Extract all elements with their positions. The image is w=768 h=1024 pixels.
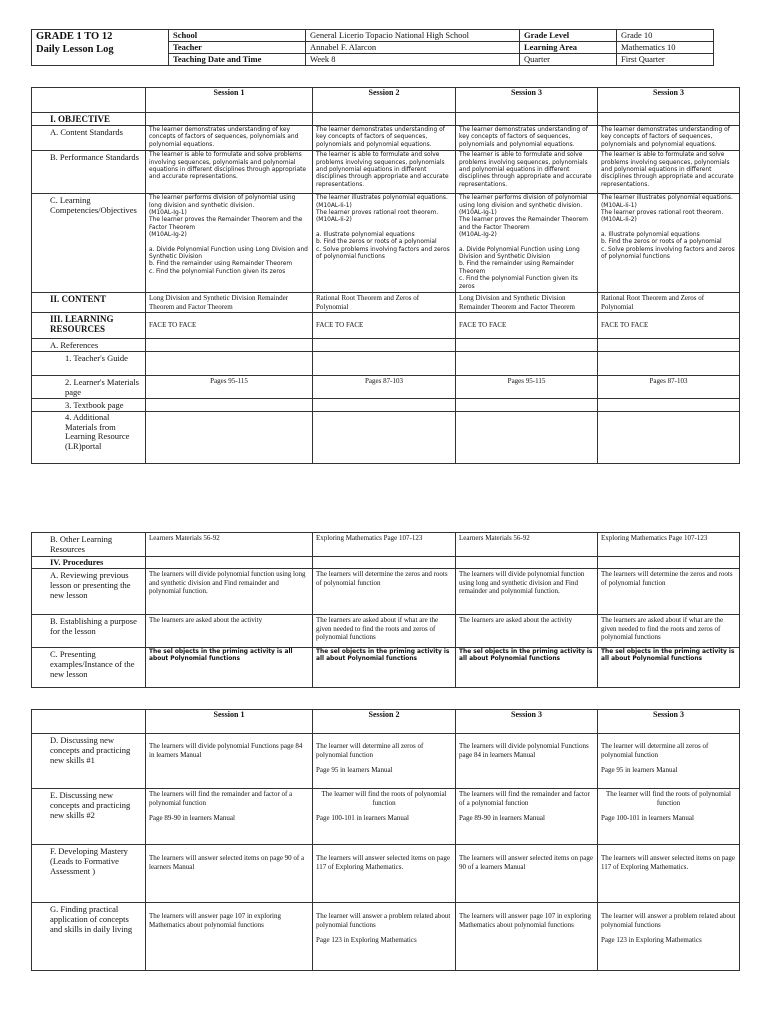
content-standards-cell: The learner demonstrates understanding of key concepts of factors of sequences, polynomials and polynomial equations.: [598, 126, 740, 151]
establishing-label: B. Establishing a purpose for the lesson: [32, 615, 146, 648]
mastery-label: F. Developing Mastery (Leads to Formative Assessment ): [32, 845, 146, 903]
date-label: Teaching Date and Time: [169, 54, 306, 66]
presenting-cell: The sel objects in the priming activity is all about Polynomial functions: [146, 648, 313, 688]
session-header: Session 1: [146, 88, 313, 113]
presenting-cell: The sel objects in the priming activity is all about Polynomial functions: [598, 648, 740, 688]
mastery-cell: The learners will answer selected items on page 117 of Exploring Mathematics.: [598, 845, 740, 903]
area-label: Learning Area: [520, 42, 617, 54]
establishing-cell: The learners are asked about if what are the given needed to find the roots and zeros of polynomial functions: [598, 615, 740, 648]
competencies-label: C. Learning Competencies/Objectives: [32, 194, 146, 293]
title-grade: GRADE 1 TO 12: [36, 31, 113, 42]
performance-standards-cell: The learner is able to formulate and solve problems involving sequences, polynomials and polynomial equations in different disciplines through appropriate and accurate representations.: [146, 151, 313, 194]
finding-cell: The learner will answer a problem related about polynomial functions Page 123 in Exploring Mathematics: [598, 903, 740, 971]
learners-materials-cell: Pages 87-103: [313, 376, 456, 399]
presenting-cell: The sel objects in the priming activity is all about Polynomial functions: [313, 648, 456, 688]
reviewing-cell: The learners will divide polynomial function using long and synthetic division and Find remainder and polynomial function.: [146, 569, 313, 615]
lesson-table-3: [31, 709, 740, 971]
discussing-2-label: E. Discussing new concepts and practicing new skills #2: [32, 789, 146, 845]
header-title: [32, 30, 169, 66]
objective-heading: I. OBJECTIVE: [32, 113, 146, 126]
school-label: School: [169, 30, 306, 42]
additional-materials-label: 4. Additional Materials from Learning Resource (LR)portal: [32, 412, 146, 464]
discussing-1-cell: The learners will divide polynomial Functions page 84 in learners Manual: [146, 734, 313, 789]
competencies-cell: The learner performs division of polynomial using long division and synthetic division. (M10AL-Ig-1) The learner proves the Remainder Theorem and the Factor Theorem (M10AL-Ig-2) a. Divide Polynomial Function using Long Division and Synthetic Division b. Find the remainder using Remainder Theorem c. Find the polynomial Function given its zeros: [146, 194, 313, 293]
session-header: Session 3: [456, 710, 598, 734]
content-cell: Rational Root Theorem and Zeros of Polynomial: [313, 293, 456, 313]
references-label: A. References: [32, 339, 146, 352]
discussing-1-cell: The learners will divide polynomial Functions page 84 in learners Manual: [456, 734, 598, 789]
learners-materials-cell: Pages 95-115: [146, 376, 313, 399]
discussing-1-cell: The learner will determine all zeros of polynomial function Page 95 in learners Manual: [313, 734, 456, 789]
establishing-cell: The learners are asked about the activity: [456, 615, 598, 648]
textbook-label: 3. Textbook page: [32, 399, 146, 412]
grade-label: Grade Level: [520, 30, 617, 42]
other-resources-cell: Learners Materials 56-92: [146, 533, 313, 557]
area-value: Mathematics 10: [617, 42, 714, 54]
other-resources-cell: Exploring Mathematics Page 107-123: [598, 533, 740, 557]
reviewing-cell: The learners will divide polynomial function using long and synthetic division and Find remainder and polynomial function.: [456, 569, 598, 615]
content-standards-cell: The learner demonstrates understanding of key concepts of factors of sequences, polynomials and polynomial equations.: [146, 126, 313, 151]
resources-cell: FACE TO FACE: [456, 313, 598, 339]
other-resources-cell: Exploring Mathematics Page 107-123: [313, 533, 456, 557]
competencies-cell: The learner illustrates polynomial equations. (M10AL-Ii-1) The learner proves rational root theorem. (M10AL-Ii-2) a. Illustrate polynomial equations b. Find the zeros or roots of a polynomial c. Solve problems involving factors and zeros of polynomial functions: [313, 194, 456, 293]
session-header: Session 2: [313, 710, 456, 734]
finding-cell: The learners will answer page 107 in exploring Mathematics about polynomial functions: [146, 903, 313, 971]
title-dll: Daily Lesson Log: [36, 44, 114, 55]
reviewing-cell: The learners will determine the zeros and roots of polynomial function: [598, 569, 740, 615]
quarter-value: First Quarter: [617, 54, 714, 66]
school-value: General Licerio Topacio National High School: [306, 30, 520, 42]
establishing-cell: The learners are asked about the activity: [146, 615, 313, 648]
discussing-2-cell: The learners will find the remainder and factor of a polynomial function Page 89-90 in learners Manual: [146, 789, 313, 845]
mastery-cell: The learners will answer selected items on page 117 of Exploring Mathematics.: [313, 845, 456, 903]
teacher-label: Teacher: [169, 42, 306, 54]
session-header: Session 3: [456, 88, 598, 113]
grade-value: Grade 10: [617, 30, 714, 42]
performance-standards-cell: The learner is able to formulate and solve problems involving sequences, polynomials and polynomial equations in different disciplines through appropriate and accurate representations.: [313, 151, 456, 194]
session-header: Session 3: [598, 88, 740, 113]
discussing-2-cell: The learner will find the roots of polynomial function Page 100-101 in learners Manual: [313, 789, 456, 845]
performance-standards-cell: The learner is able to formulate and solve problems involving sequences, polynomials and polynomial equations in different disciplines through appropriate and accurate representations.: [456, 151, 598, 194]
discussing-2-cell: The learner will find the roots of polynomial function Page 100-101 in learners Manual: [598, 789, 740, 845]
session-header: Session 2: [313, 88, 456, 113]
competencies-cell: The learner illustrates polynomial equations. (M10AL-Ii-1) The learner proves rational root theorem. (M10AL-Ii-2) a. Illustrate polynomial equations b. Find the zeros or roots of a polynomial c. Solve problems involving factors and zeros of polynomial functions: [598, 194, 740, 293]
lesson-table-2: [31, 532, 740, 688]
header-table: [31, 29, 714, 66]
learners-materials-label: 2. Learner's Materials page: [32, 376, 146, 399]
lesson-table-1: [31, 87, 740, 464]
content-cell: Long Division and Synthetic Division Remainder Theorem and Factor Theorem: [146, 293, 313, 313]
content-heading: II. CONTENT: [32, 293, 146, 313]
mastery-cell: The learners will answer selected items on page 90 of a learners Manual: [456, 845, 598, 903]
reviewing-cell: The learners will determine the zeros and roots of polynomial function: [313, 569, 456, 615]
teachers-guide-label: 1. Teacher's Guide: [32, 352, 146, 376]
session-header: Session 3: [598, 710, 740, 734]
other-resources-cell: Learners Materials 56-92: [456, 533, 598, 557]
resources-heading: III. LEARNING RESOURCES: [32, 313, 146, 339]
content-cell: Long Division and Synthetic Division Remainder Theorem and Factor Theorem: [456, 293, 598, 313]
quarter-label: Quarter: [520, 54, 617, 66]
learners-materials-cell: Pages 87-103: [598, 376, 740, 399]
resources-cell: FACE TO FACE: [598, 313, 740, 339]
competencies-cell: The learner performs division of polynomial using long division and synthetic division. (M10AL-Ig-1) The learner proves the Remainder Theorem and the Factor Theorem (M10AL-Ig-2) a. Divide Polynomial Function using Long Division and Synthetic Division b. Find the remainder using Remainder Theorem c. Find the polynomial Function given its zeros: [456, 194, 598, 293]
mastery-cell: The learners will answer selected items on page 90 of a learners Manual: [146, 845, 313, 903]
resources-cell: FACE TO FACE: [313, 313, 456, 339]
finding-cell: The learners will answer page 107 in exploring Mathematics about polynomial functions: [456, 903, 598, 971]
teacher-value: Annabel F. Alarcon: [306, 42, 520, 54]
content-standards-cell: The learner demonstrates understanding of key concepts of factors of sequences, polynomials and polynomial equations.: [313, 126, 456, 151]
reviewing-label: A. Reviewing previous lesson or presenting the new lesson: [32, 569, 146, 615]
performance-standards-label: B. Performance Standards: [32, 151, 146, 194]
discussing-2-cell: The learners will find the remainder and factor of a polynomial function Page 89-90 in learners Manual: [456, 789, 598, 845]
performance-standards-cell: The learner is able to formulate and solve problems involving sequences, polynomials and polynomial equations in different disciplines through appropriate and accurate representations.: [598, 151, 740, 194]
discussing-1-cell: The learner will determine all zeros of polynomial function Page 95 in learners Manual: [598, 734, 740, 789]
content-standards-label: A. Content Standards: [32, 126, 146, 151]
discussing-1-label: D. Discussing new concepts and practicing new skills #1: [32, 734, 146, 789]
other-resources-label: B. Other Learning Resources: [32, 533, 146, 557]
learners-materials-cell: Pages 95-115: [456, 376, 598, 399]
presenting-label: C. Presenting examples/Instance of the new lesson: [32, 648, 146, 688]
establishing-cell: The learners are asked about if what are the given needed to find the roots and zeros of polynomial functions: [313, 615, 456, 648]
content-standards-cell: The learner demonstrates understanding of key concepts of factors of sequences, polynomials and polynomial equations.: [456, 126, 598, 151]
finding-label: G. Finding practical application of concepts and skills in daily living: [32, 903, 146, 971]
content-cell: Rational Root Theorem and Zeros of Polynomial: [598, 293, 740, 313]
presenting-cell: The sel objects in the priming activity is all about Polynomial functions: [456, 648, 598, 688]
procedures-heading: IV. Procedures: [32, 557, 146, 569]
session-header: Session 1: [146, 710, 313, 734]
resources-cell: FACE TO FACE: [146, 313, 313, 339]
date-value: Week 8: [306, 54, 520, 66]
finding-cell: The learner will answer a problem related about polynomial functions Page 123 in Exploring Mathematics: [313, 903, 456, 971]
